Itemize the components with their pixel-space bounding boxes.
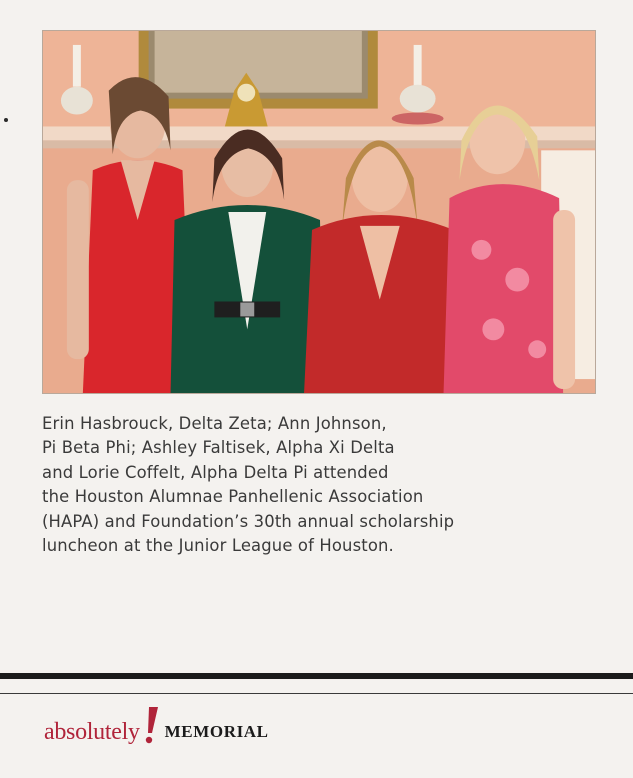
photo-caption <box>42 412 602 558</box>
section-name: MEMORIAL <box>164 722 269 741</box>
footer-rule-thick <box>0 673 633 679</box>
group-photo <box>42 30 596 394</box>
exclamation-icon <box>141 706 159 744</box>
brand-logo-word: absolutely <box>44 719 140 745</box>
caption-line: the Houston Alumnae Panhellenic Association <box>42 487 424 507</box>
caption-line: (HAPA) and Foundation’s 30th annual scholarship <box>42 511 455 531</box>
footer-brand <box>44 704 269 744</box>
caption-line: Pi Beta Phi; Ashley Faltisek, Alpha Xi Delta <box>42 438 395 458</box>
caption-line: and Lorie Coffelt, Alpha Delta Pi attended <box>42 462 389 482</box>
caption-line: luncheon at the Junior League of Houston. <box>42 536 394 556</box>
margin-mark <box>4 118 8 122</box>
caption-line: Erin Hasbrouck, Delta Zeta; Ann Johnson, <box>42 414 387 433</box>
footer-rule-thin <box>0 693 633 694</box>
photo-illustration <box>43 31 595 393</box>
